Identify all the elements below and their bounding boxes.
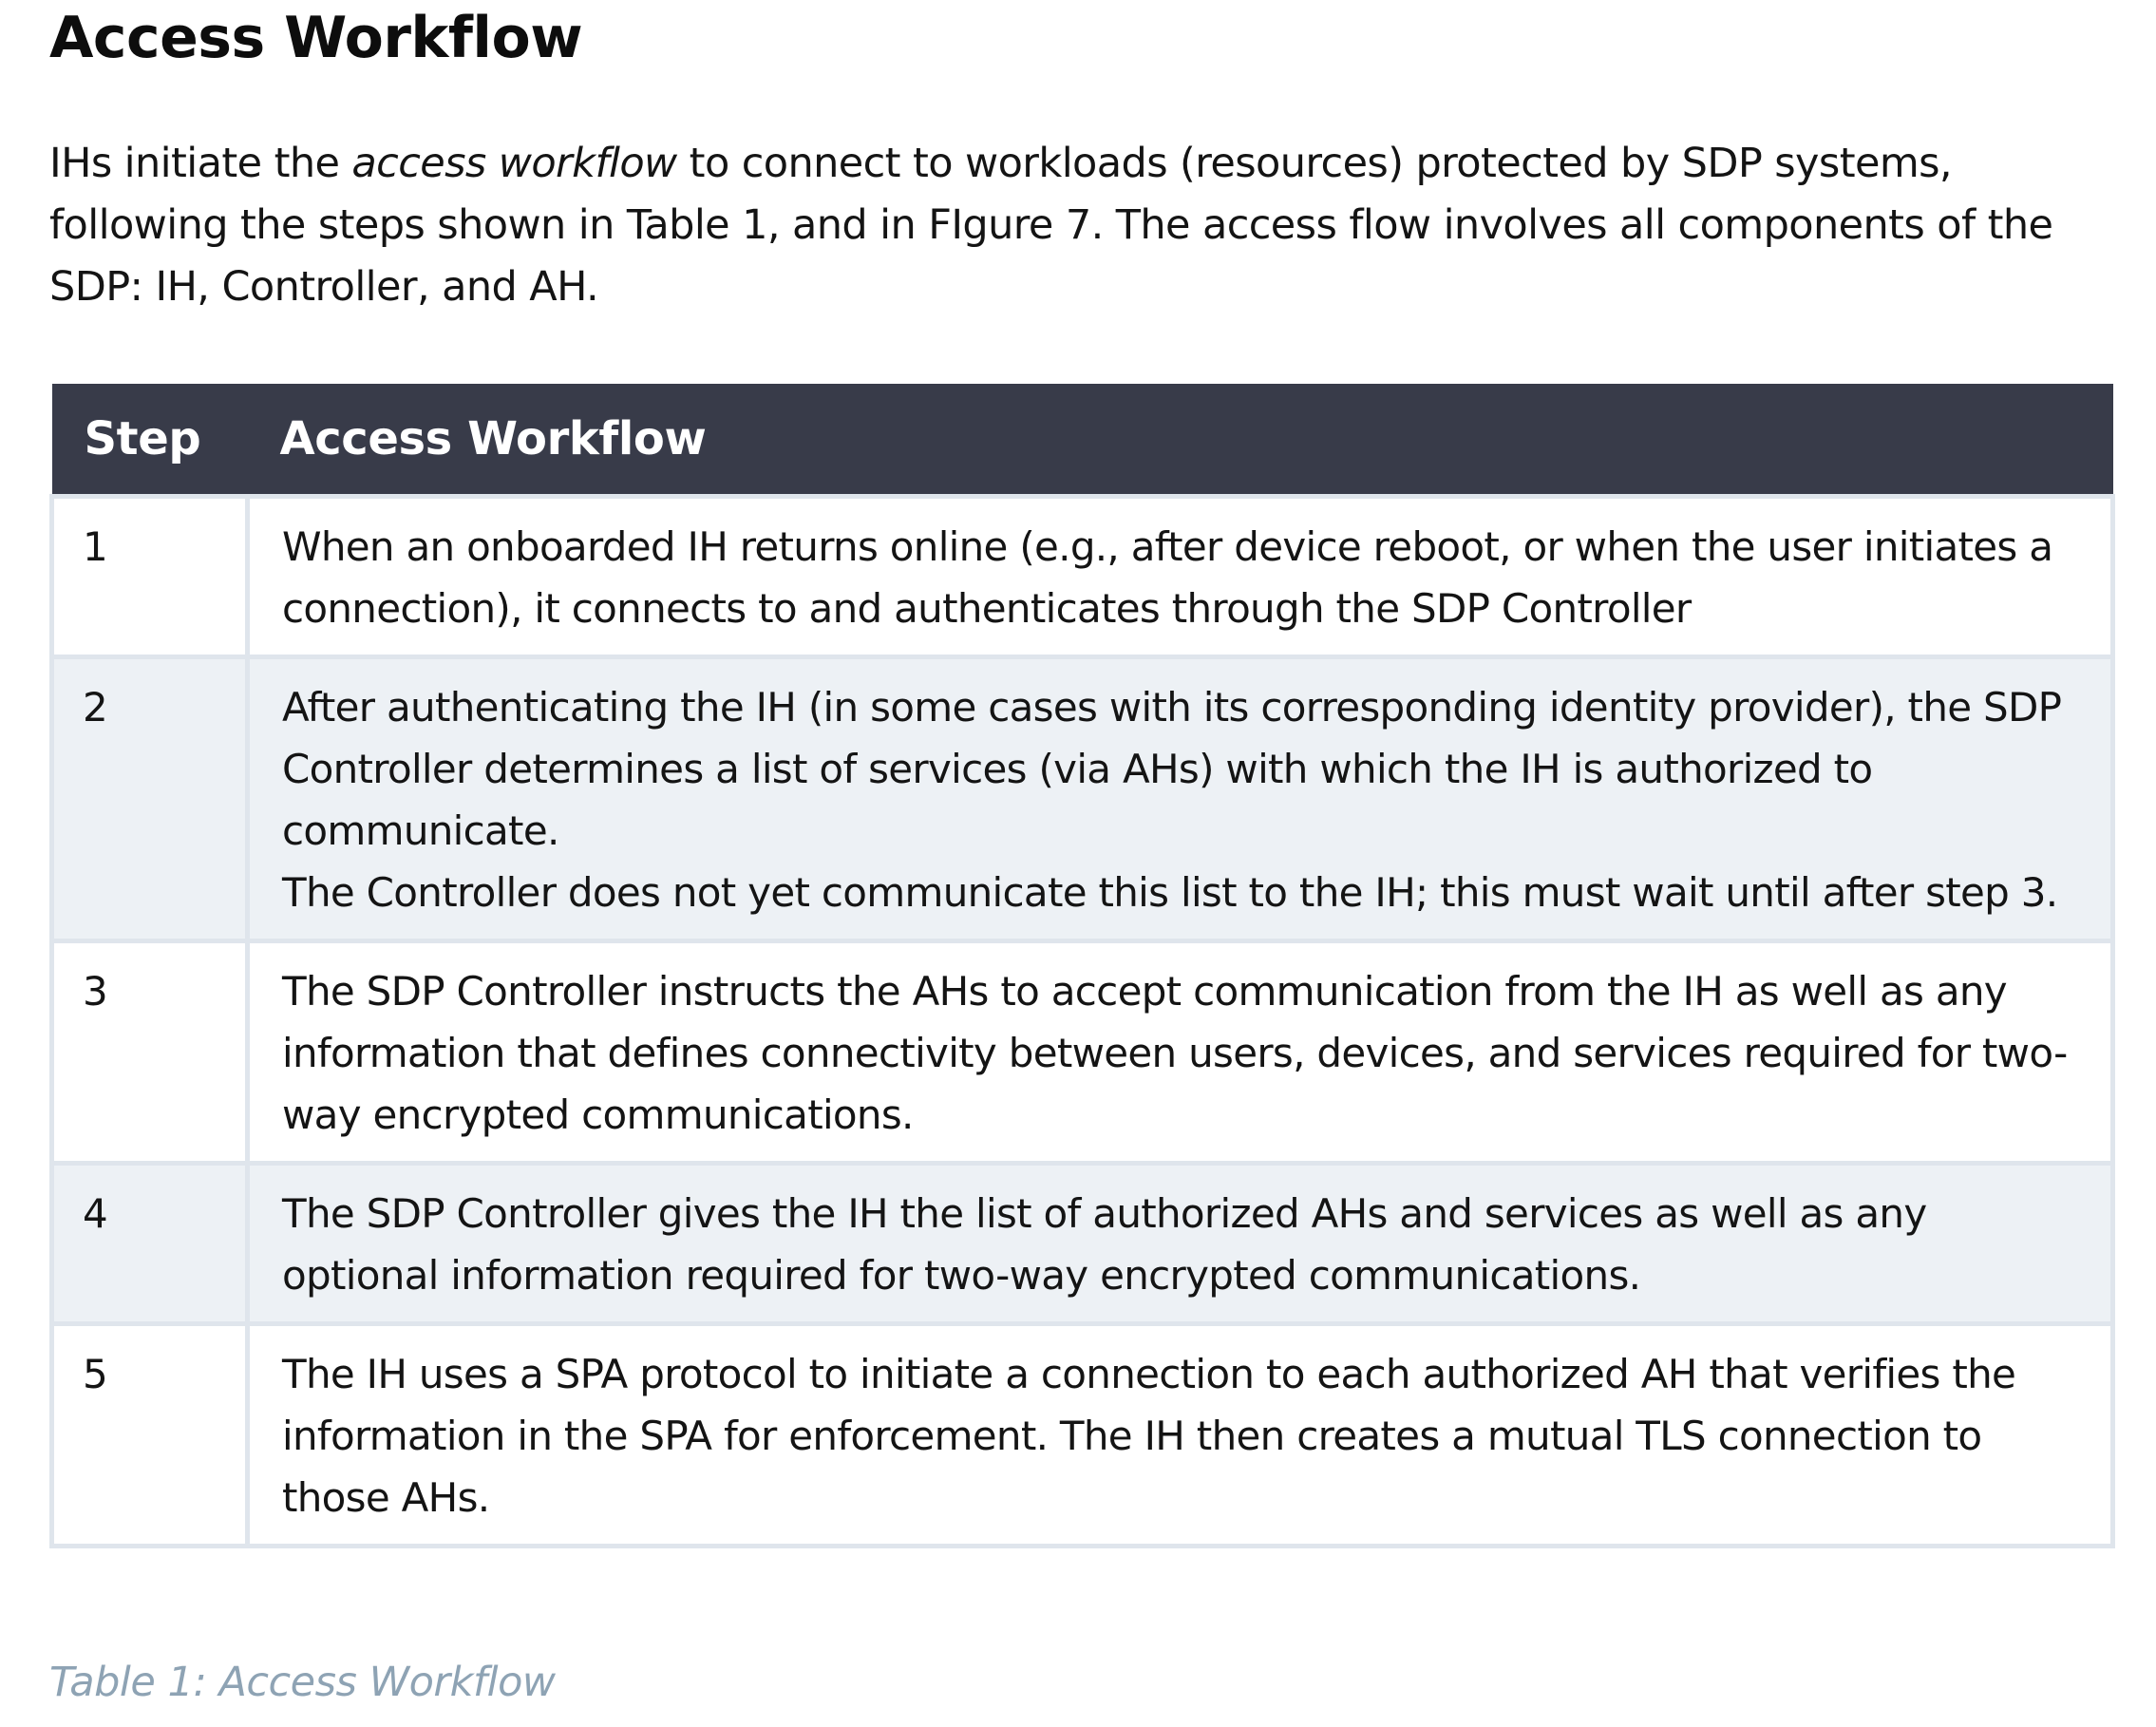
step-number: 1 bbox=[52, 497, 248, 657]
intro-emphasis: access workflow bbox=[351, 140, 677, 187]
step-description bbox=[248, 1164, 2113, 1324]
step-number: 5 bbox=[52, 1324, 248, 1547]
step-number: 3 bbox=[52, 941, 248, 1164]
step-description bbox=[248, 1324, 2113, 1547]
table-row bbox=[52, 1324, 2113, 1547]
step-description bbox=[248, 657, 2113, 941]
step-description bbox=[248, 497, 2113, 657]
step-description bbox=[248, 941, 2113, 1164]
table-body bbox=[52, 497, 2113, 1547]
table-row bbox=[52, 941, 2113, 1164]
step-text: The Controller does not yet communicate this list to the IH; this must wait until after step 3. bbox=[282, 869, 2058, 916]
step-number: 2 bbox=[52, 657, 248, 941]
document-page bbox=[49, 0, 2110, 1706]
table-header bbox=[52, 384, 2113, 497]
step-text: When an onboarded IH returns online (e.g., after device reboot, or when the user initiates a connection), it connects to and authenticates through the SDP Controller bbox=[282, 523, 2053, 632]
step-text: The SDP Controller gives the IH the list of authorized AHs and services as well as any optional information required for two-way encrypted communications. bbox=[282, 1190, 1927, 1299]
table-row bbox=[52, 657, 2113, 941]
step-number: 4 bbox=[52, 1164, 248, 1324]
column-header-step: Step bbox=[52, 384, 248, 497]
table-row bbox=[52, 497, 2113, 657]
step-text: The IH uses a SPA protocol to initiate a connection to each authorized AH that verifies the information in the SPA for enforcement. The IH then creates a mutual TLS connection to those AHs. bbox=[282, 1351, 2016, 1521]
table-row bbox=[52, 1164, 2113, 1324]
access-workflow-table bbox=[49, 384, 2115, 1548]
column-header-access-workflow: Access Workflow bbox=[248, 384, 2113, 497]
table-header-row bbox=[52, 384, 2113, 497]
table-caption: Table 1: Access Workflow bbox=[49, 1659, 556, 1706]
section-heading: Access Workflow bbox=[49, 5, 583, 71]
step-text: The SDP Controller instructs the AHs to accept communication from the IH as well as any information that defines connectivity between users, devices, and services required for two-way encrypted communications. bbox=[282, 968, 2068, 1138]
step-text: After authenticating the IH (in some cases with its corresponding identity provider), the SDP Controller determines a list of services (via AHs) with which the IH is authorized to communicate. bbox=[282, 684, 2062, 854]
intro-text-start: IHs initiate the bbox=[49, 140, 352, 187]
intro-paragraph bbox=[49, 133, 2110, 318]
intro-text-end: to connect to workloads (resources) protected by SDP systems, following the steps shown in Table 1, and in FIgure 7. The access flow involves all components of the SDP: IH, Controller, and AH. bbox=[49, 140, 2053, 311]
